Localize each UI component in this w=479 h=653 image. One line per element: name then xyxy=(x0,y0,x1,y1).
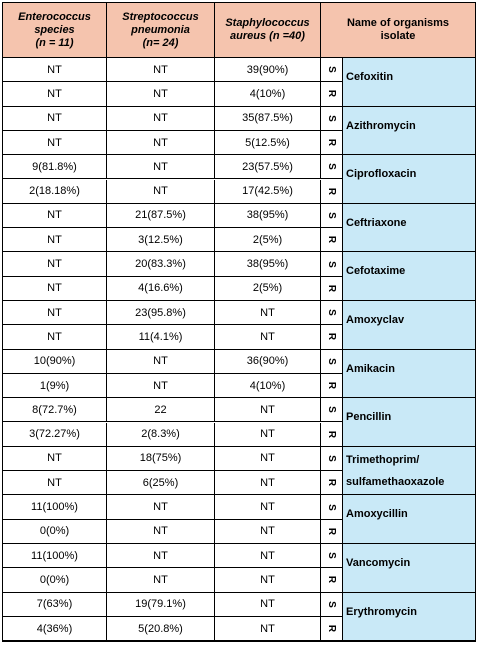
susceptibility-marker xyxy=(321,252,342,276)
susceptibility-letter: R xyxy=(325,138,337,147)
susceptibility-table xyxy=(2,2,476,642)
table-cell: 38(95%) xyxy=(215,252,321,276)
header-enterococcus xyxy=(3,3,107,58)
table-cell: 18(75%) xyxy=(107,447,215,471)
susceptibility-marker xyxy=(321,350,342,374)
antibiotic-name: Amoxyclav xyxy=(346,314,405,326)
table-cell: NT xyxy=(215,423,321,447)
susceptibility-marker xyxy=(321,374,342,398)
table-cell: NT xyxy=(215,617,321,641)
table-cell: NT xyxy=(215,544,321,568)
table-cell: NT xyxy=(3,277,107,301)
susceptibility-letter: S xyxy=(325,114,337,122)
table-cell: 4(10%) xyxy=(215,374,321,398)
antibiotic-name-line2: sulfamethaoxazole xyxy=(346,475,445,488)
antibiotic-name-cell xyxy=(342,252,475,301)
header-enterococcus-line3: (n = 11) xyxy=(35,36,74,49)
table-cell: 4(16.6%) xyxy=(107,277,215,301)
antibiotic-name: Amoxycillin xyxy=(346,508,408,521)
table-cell: 11(100%) xyxy=(3,544,107,568)
antibiotic-name-cell xyxy=(342,495,475,544)
table-cell: NT xyxy=(215,398,321,422)
antibiotic-name-cell xyxy=(342,155,475,204)
antibiotic-name-cell xyxy=(342,301,475,350)
table-cell: 39(90%) xyxy=(215,58,321,82)
susceptibility-letter: R xyxy=(325,576,337,584)
susceptibility-letter: R xyxy=(325,90,337,98)
table-cell: 19(79.1%) xyxy=(107,593,215,617)
susceptibility-letter: S xyxy=(325,600,337,608)
susceptibility-marker xyxy=(321,495,342,519)
table-cell: 4(10%) xyxy=(215,82,321,106)
susceptibility-marker xyxy=(321,107,342,131)
table-cell: 3(72.27%) xyxy=(3,423,107,447)
susceptibility-marker xyxy=(321,301,342,325)
antibiotic-name-cell xyxy=(342,204,475,253)
table-cell: 2(5%) xyxy=(215,228,321,252)
table-cell: 4(36%) xyxy=(3,617,107,641)
susceptibility-letter: S xyxy=(325,163,337,171)
table-cell: 3(12.5%) xyxy=(107,228,215,252)
table-cell: NT xyxy=(3,252,107,276)
susceptibility-letter: S xyxy=(325,212,337,219)
table-cell: NT xyxy=(3,58,107,82)
susceptibility-marker xyxy=(321,398,342,422)
table-cell: 9(81.8%) xyxy=(3,155,107,179)
antibiotic-name-cell xyxy=(342,107,475,156)
antibiotic-name: Trimethoprim/ xyxy=(346,453,420,466)
antibiotic-name: Cefoxitin xyxy=(346,71,394,83)
table-cell: NT xyxy=(107,82,215,106)
antibiotic-name-cell xyxy=(342,398,475,447)
table-cell: NT xyxy=(3,228,107,252)
susceptibility-marker xyxy=(321,544,342,568)
susceptibility-marker xyxy=(321,204,342,228)
table-cell: 11(100%) xyxy=(3,495,107,519)
table-cell: NT xyxy=(107,568,215,592)
antibiotic-name: Ciprofloxacin xyxy=(346,168,417,181)
susceptibility-letter: S xyxy=(325,503,337,511)
susceptibility-marker xyxy=(321,568,342,592)
table-cell: NT xyxy=(107,350,215,374)
antibiotic-name: Vancomycin xyxy=(346,557,411,569)
table-cell: NT xyxy=(3,447,107,471)
susceptibility-letter: R xyxy=(325,479,337,487)
table-cell: 11(4.1%) xyxy=(107,325,215,349)
susceptibility-marker xyxy=(321,82,342,106)
table-cell: NT xyxy=(107,131,215,155)
table-cell: NT xyxy=(215,471,321,495)
susceptibility-marker xyxy=(321,228,342,252)
header-streptococcus-line2: pneumonia xyxy=(131,23,190,36)
susceptibility-marker xyxy=(321,520,342,544)
header-organisms-line2: isolate xyxy=(380,30,416,42)
table-cell: NT xyxy=(215,447,321,471)
susceptibility-letter: R xyxy=(325,187,337,195)
susceptibility-letter: S xyxy=(325,260,337,268)
susceptibility-letter: R xyxy=(325,527,337,535)
susceptibility-marker xyxy=(321,277,342,301)
table-cell: NT xyxy=(3,301,107,325)
table-cell: 2(8.3%) xyxy=(107,423,215,447)
table-cell: 8(72.7%) xyxy=(3,398,107,422)
antibiotic-name: Ceftriaxone xyxy=(346,216,407,229)
susceptibility-letter: S xyxy=(325,66,337,73)
table-cell: NT xyxy=(3,204,107,228)
table-cell: NT xyxy=(107,107,215,131)
susceptibility-letter: S xyxy=(325,552,337,559)
susceptibility-marker xyxy=(321,471,342,495)
header-staphylococcus-line1: Staphylococcus xyxy=(225,17,310,29)
table-cell: NT xyxy=(107,495,215,519)
table-cell: 2(18.18%) xyxy=(3,180,107,204)
table-cell: 2(5%) xyxy=(215,277,321,301)
antibiotic-name-cell xyxy=(342,447,475,496)
susceptibility-marker xyxy=(321,131,342,155)
susceptibility-letter: S xyxy=(325,455,337,462)
table-cell: NT xyxy=(3,471,107,495)
table-cell: NT xyxy=(3,325,107,349)
antibiotic-name-cell xyxy=(342,593,475,642)
table-cell: NT xyxy=(215,568,321,592)
susceptibility-letter: R xyxy=(325,381,337,390)
table-cell: 36(90%) xyxy=(215,350,321,374)
table-cell: NT xyxy=(107,520,215,544)
table-cell: 10(90%) xyxy=(3,350,107,374)
susceptibility-marker xyxy=(321,423,342,447)
susceptibility-letter: R xyxy=(325,430,337,438)
table-cell: NT xyxy=(215,495,321,519)
susceptibility-marker xyxy=(321,58,342,82)
susceptibility-marker xyxy=(321,155,342,179)
table-cell: NT xyxy=(107,374,215,398)
table-cell: NT xyxy=(215,520,321,544)
header-staphylococcus-line2: aureus (n =40) xyxy=(230,30,305,42)
table-cell: 20(83.3%) xyxy=(107,252,215,276)
susceptibility-letter: R xyxy=(325,236,337,244)
table-cell: 1(9%) xyxy=(3,374,107,398)
antibiotic-name: Azithromycin xyxy=(346,119,416,132)
table-cell: NT xyxy=(3,131,107,155)
susceptibility-marker xyxy=(321,180,342,204)
table-cell: NT xyxy=(107,180,215,204)
table-cell: NT xyxy=(3,82,107,106)
susceptibility-letter: R xyxy=(325,284,337,292)
antibiotic-name: Pencillin xyxy=(346,411,392,424)
susceptibility-marker xyxy=(321,447,342,471)
susceptibility-marker xyxy=(321,617,342,641)
table-cell: NT xyxy=(3,107,107,131)
header-streptococcus xyxy=(107,3,215,58)
header-enterococcus-line2: species xyxy=(34,23,75,36)
table-cell: NT xyxy=(215,593,321,617)
table-cell: NT xyxy=(107,58,215,82)
table-cell: 21(87.5%) xyxy=(107,204,215,228)
table-cell: 7(63%) xyxy=(3,593,107,617)
table-cell: NT xyxy=(107,544,215,568)
table-cell: 6(25%) xyxy=(107,471,215,495)
header-enterococcus-line1: Enterococcus xyxy=(18,10,91,23)
table-cell: 0(0%) xyxy=(3,568,107,592)
header-streptococcus-line3: (n= 24) xyxy=(142,36,179,49)
table-cell: 0(0%) xyxy=(3,520,107,544)
header-streptococcus-line1: Streptococcus xyxy=(122,10,199,23)
header-staphylococcus xyxy=(215,3,321,58)
table-cell: 5(20.8%) xyxy=(107,617,215,641)
susceptibility-letter: R xyxy=(325,624,337,633)
table-cell: 35(87.5%) xyxy=(215,107,321,131)
susceptibility-letter: S xyxy=(325,309,337,316)
antibiotic-name-cell xyxy=(342,350,475,399)
susceptibility-letter: S xyxy=(325,357,337,365)
table-cell: NT xyxy=(215,325,321,349)
table-cell: 38(95%) xyxy=(215,204,321,228)
antibiotic-name: Cefotaxime xyxy=(346,265,406,278)
susceptibility-marker xyxy=(321,325,342,349)
antibiotic-name: Erythromycin xyxy=(346,605,417,618)
susceptibility-marker xyxy=(321,593,342,617)
table-cell: NT xyxy=(107,155,215,179)
table-cell: 22 xyxy=(107,398,215,422)
antibiotic-name: Amikacin xyxy=(346,362,395,375)
table-cell: 5(12.5%) xyxy=(215,131,321,155)
susceptibility-letter: R xyxy=(325,333,337,341)
table-cell: 23(57.5%) xyxy=(215,155,321,179)
header-organisms-isolate xyxy=(321,3,475,58)
antibiotic-name-cell xyxy=(342,544,475,593)
table-cell: 17(42.5%) xyxy=(215,180,321,204)
table-cell: 23(95.8%) xyxy=(107,301,215,325)
susceptibility-letter: S xyxy=(325,406,337,414)
header-organisms-line1: Name of organisms xyxy=(346,17,450,29)
table-cell: NT xyxy=(215,301,321,325)
antibiotic-name-cell xyxy=(342,58,475,107)
